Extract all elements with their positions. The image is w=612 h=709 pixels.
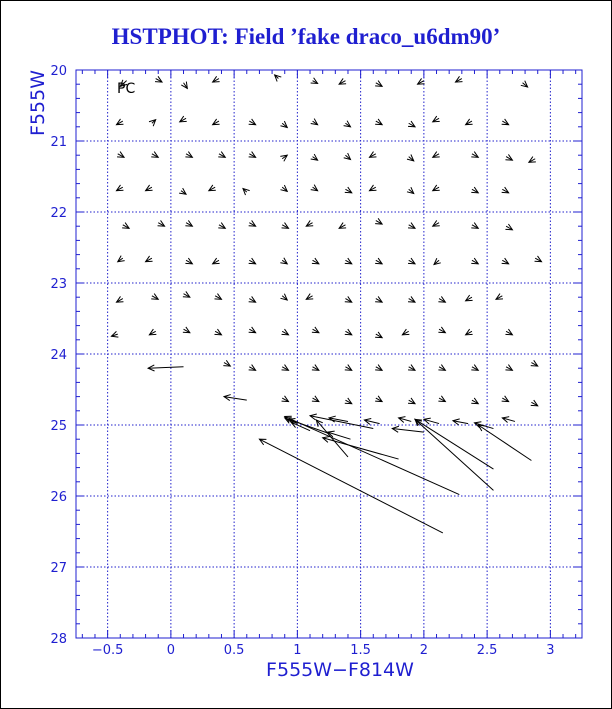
data-arrow	[471, 398, 478, 404]
y-tick-label: 26	[50, 490, 67, 505]
x-tick-label: 3	[546, 643, 555, 658]
y-tick-label: 20	[50, 64, 67, 79]
data-arrow	[502, 417, 515, 423]
x-tick-label: 2	[419, 643, 429, 658]
data-arrow	[116, 185, 123, 191]
data-arrow	[179, 188, 186, 194]
data-arrow	[214, 294, 221, 300]
data-arrow	[369, 185, 376, 191]
data-arrow	[529, 157, 536, 163]
data-arrow	[280, 258, 287, 264]
data-arrow	[312, 327, 319, 333]
data-arrow	[249, 220, 256, 226]
data-arrow	[224, 395, 247, 401]
data-arrow	[213, 258, 220, 264]
data-arrow	[478, 425, 531, 461]
data-arrow	[282, 223, 289, 229]
data-arrow	[344, 121, 351, 127]
data-arrow	[214, 329, 221, 335]
data-arrow	[306, 294, 313, 300]
arrow-head	[311, 185, 318, 191]
arrow-head	[311, 78, 318, 84]
data-arrow	[466, 119, 473, 125]
data-arrow	[311, 119, 318, 125]
x-tick-label: 0.5	[223, 643, 245, 658]
data-arrow	[311, 154, 318, 160]
data-arrow	[185, 220, 192, 226]
x-tick-label: −0.5	[91, 643, 124, 658]
data-arrow	[275, 75, 282, 82]
data-arrow	[116, 296, 123, 302]
data-arrow	[312, 396, 319, 402]
data-arrow	[149, 329, 156, 335]
data-arrow	[149, 120, 156, 127]
data-arrow	[433, 116, 440, 122]
data-arrow	[185, 152, 192, 158]
arrow-head	[311, 154, 318, 160]
data-arrow	[456, 76, 463, 82]
data-arrow	[344, 153, 351, 159]
data-arrow	[243, 189, 250, 196]
data-arrow	[345, 365, 352, 371]
data-arrow	[408, 223, 415, 229]
data-arrow	[183, 291, 190, 297]
data-arrow	[399, 417, 412, 423]
data-arrow	[209, 185, 216, 191]
data-arrow	[218, 223, 225, 229]
data-arrow	[375, 119, 382, 125]
data-arrow	[151, 294, 158, 300]
data-arrow	[407, 187, 414, 193]
arrow-head	[280, 258, 287, 264]
data-arrow	[339, 78, 346, 84]
data-arrows	[111, 75, 541, 533]
data-arrow	[183, 327, 190, 333]
data-arrow	[345, 398, 352, 404]
data-arrow	[249, 327, 256, 333]
data-arrow	[180, 116, 187, 122]
data-arrow	[531, 360, 538, 366]
data-arrow	[505, 329, 512, 335]
arrow-shaft	[259, 439, 442, 533]
data-arrow	[438, 296, 445, 302]
arrow-head	[179, 188, 186, 194]
chart-title: HSTPHOT: Field ’fake draco_u6dm90’	[111, 24, 501, 49]
data-arrow	[433, 152, 440, 158]
data-arrow	[155, 76, 162, 82]
data-arrow	[151, 152, 158, 158]
data-arrow	[185, 258, 192, 264]
axis-tick-labels	[50, 64, 554, 658]
data-arrow	[181, 82, 187, 89]
data-arrow	[438, 365, 445, 371]
data-arrow	[392, 426, 424, 432]
data-arrow	[223, 360, 230, 366]
x-tick-label: 1	[293, 643, 302, 658]
grid	[76, 70, 582, 638]
data-arrow	[213, 76, 220, 82]
data-arrow	[369, 152, 376, 158]
data-arrow	[471, 187, 478, 193]
arrow-shaft	[478, 425, 531, 461]
data-arrow	[282, 396, 289, 402]
data-arrow	[280, 155, 287, 161]
data-arrow	[364, 419, 379, 425]
data-arrow	[282, 365, 289, 371]
data-arrow	[345, 258, 352, 264]
arrow-shaft	[310, 416, 373, 429]
arrow-head	[181, 82, 187, 89]
data-arrow	[471, 365, 478, 371]
data-arrow	[424, 418, 439, 424]
data-arrow	[312, 365, 319, 371]
data-arrow	[280, 121, 287, 127]
data-arrow	[111, 331, 118, 337]
arrow-head	[311, 119, 318, 125]
arrow-head	[280, 155, 287, 161]
data-arrow	[471, 258, 478, 264]
data-arrow	[407, 154, 414, 160]
data-arrow	[146, 185, 153, 191]
data-arrow	[249, 365, 256, 371]
data-arrow	[408, 296, 415, 302]
data-arrow	[375, 218, 382, 224]
arrow-head	[344, 121, 351, 127]
data-arrow	[433, 220, 440, 226]
data-arrow	[117, 152, 124, 158]
data-arrow	[502, 119, 509, 125]
data-arrow	[505, 154, 512, 160]
data-arrow	[249, 296, 256, 302]
data-arrow	[146, 256, 153, 262]
data-arrow	[521, 81, 528, 87]
data-arrow	[282, 329, 289, 335]
data-arrow	[502, 187, 509, 193]
data-arrow	[531, 400, 538, 406]
data-arrow	[339, 223, 346, 229]
annotation-label: PC	[117, 81, 136, 97]
data-arrow	[249, 119, 256, 125]
data-arrow	[433, 185, 440, 191]
data-arrow	[375, 332, 382, 338]
data-arrow	[502, 258, 509, 264]
data-arrow	[474, 422, 493, 429]
data-arrow	[118, 256, 125, 262]
data-arrow	[502, 396, 509, 402]
data-arrow	[466, 295, 473, 301]
data-arrow	[345, 296, 352, 302]
data-arrow	[453, 419, 468, 425]
x-tick-label: 2.5	[476, 643, 498, 658]
y-tick-label: 21	[50, 135, 67, 150]
y-tick-label: 27	[50, 561, 67, 576]
data-arrow	[375, 81, 382, 87]
data-arrow	[311, 78, 318, 84]
data-arrow	[345, 187, 352, 193]
data-arrow	[408, 365, 415, 371]
data-arrow	[418, 78, 425, 84]
arrow-shaft	[316, 420, 348, 457]
data-arrow	[148, 365, 183, 371]
data-arrow	[218, 152, 225, 158]
data-arrow	[408, 258, 415, 264]
arrow-head	[118, 256, 125, 262]
data-arrow	[471, 152, 478, 158]
data-arrow	[375, 396, 382, 402]
y-tick-label: 25	[50, 419, 67, 434]
data-arrow	[280, 185, 287, 191]
data-arrow	[316, 420, 348, 457]
data-arrow	[434, 258, 441, 264]
y-tick-label: 24	[50, 348, 67, 363]
x-tick-label: 0	[166, 643, 176, 658]
data-arrow	[496, 294, 503, 300]
data-arrow	[505, 365, 512, 371]
data-arrow	[311, 185, 318, 191]
data-arrow	[116, 119, 123, 125]
data-arrow	[259, 439, 442, 533]
data-arrow	[375, 258, 382, 264]
data-arrow	[375, 365, 382, 371]
arrow-shaft	[148, 367, 183, 368]
data-arrow	[345, 329, 352, 335]
data-arrow	[306, 220, 313, 226]
y-tick-label: 28	[50, 632, 67, 647]
data-arrow	[249, 258, 256, 264]
data-arrow	[408, 121, 415, 127]
data-arrow	[466, 329, 473, 335]
y-tick-label: 23	[50, 277, 67, 292]
data-arrow	[280, 294, 287, 300]
data-arrow	[408, 398, 415, 404]
x-axis-label: F555W−F814W	[266, 659, 414, 681]
data-arrow	[249, 152, 256, 158]
data-arrow	[471, 223, 478, 229]
data-arrow	[122, 223, 129, 229]
data-arrow	[505, 224, 512, 230]
data-arrow	[213, 119, 220, 125]
y-tick-label: 22	[50, 206, 67, 221]
data-arrow	[438, 396, 445, 402]
data-arrow	[312, 258, 319, 264]
data-arrow	[375, 296, 382, 302]
data-arrow	[535, 256, 542, 262]
y-axis-label: F555W	[27, 70, 49, 136]
data-arrow	[438, 327, 445, 333]
data-arrow	[158, 220, 165, 226]
x-tick-label: 1.5	[350, 643, 371, 658]
data-arrow	[402, 329, 409, 335]
